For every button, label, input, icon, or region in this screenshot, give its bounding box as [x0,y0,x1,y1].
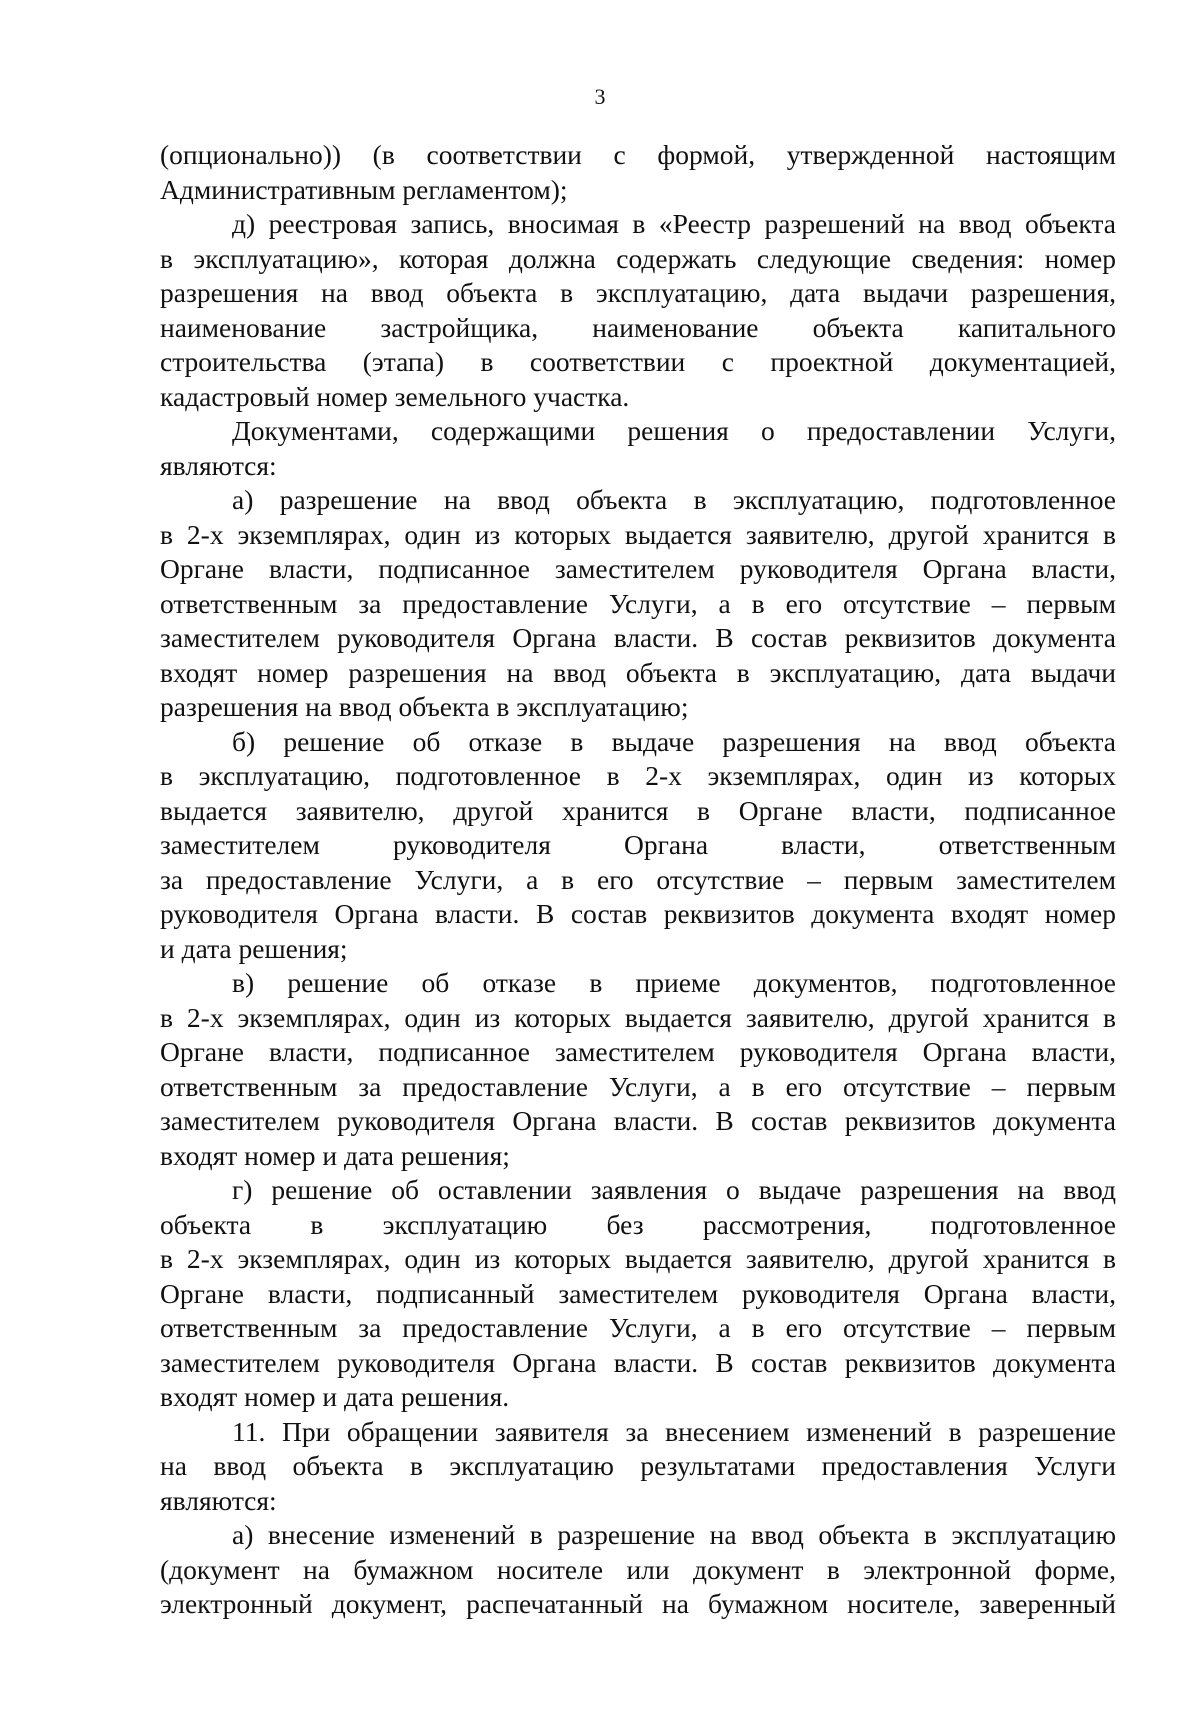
text-line: кадастровый номер земельного участка. [160,380,630,412]
text-line: разрешения на ввод объекта в эксплуатацию, дата выдачи разрешения, [160,277,1116,308]
text-line: в) решение об отказе в приеме документов, подготовленное [232,967,1116,998]
document-body [160,138,1116,1622]
text-line: ответственным за предоставление Услуги, а в его отсутствие – первым [160,587,1116,619]
text-line: в 2-х экземплярах, один из которых выдается заявителю, другой хранится в [160,518,1116,550]
text-line: входят номер разрешения на ввод объекта в эксплуатацию, дата выдачи [160,656,1116,688]
text-line: наименование застройщика, наименование объекта капитального [160,311,1116,343]
text-line: и дата решения; [160,932,348,964]
text-line: на ввод объекта в эксплуатацию результатами предоставления Услуги [160,1450,1116,1481]
text-line: ответственным за предоставление Услуги, а в его отсутствие – первым [160,1312,1116,1343]
text-line: Документами, содержащими решения о предоставлении Услуги, [232,415,1116,446]
text-line: строительства (этапа) в соответствии с проектной документацией, [160,346,1116,377]
text-line: б) решение об отказе в выдаче разрешения на ввод объекта [232,725,1116,757]
text-line: Органе власти, подписанный заместителем руководителя Органа власти, [160,1277,1116,1309]
text-line: (опционально)) (в соответствии с формой, утвержденной настоящим [160,139,1116,170]
text-line: а) разрешение на ввод объекта в эксплуатацию, подготовленное [232,484,1116,515]
text-line: разрешения на ввод объекта в эксплуатацию; [160,691,689,722]
page-number: 3 [594,84,606,109]
text-line: в 2-х экземплярах, один из которых выдается заявителю, другой хранится в [160,1001,1116,1033]
text-line: Органе власти, подписанное заместителем руководителя Органа власти, [160,553,1116,584]
text-line: выдается заявителю, другой хранится в Органе власти, подписанное [160,794,1116,826]
text-line: заместителем руководителя Органа власти, ответственным [160,829,1116,860]
text-line: в эксплуатацию, подготовленное в 2-х экземплярах, один из которых [160,760,1116,791]
text-line: 11. При обращении заявителя за внесением изменений в разрешение [232,1415,1116,1447]
text-line: руководителя Органа власти. В состав реквизитов документа входят номер [160,898,1116,929]
text-line: заместителем руководителя Органа власти. В состав реквизитов документа [160,1346,1116,1378]
text-line: в 2-х экземплярах, один из которых выдается заявителю, другой хранится в [160,1243,1116,1274]
text-line: в эксплуатацию», которая должна содержать следующие сведения: номер [160,242,1116,274]
text-line: (документ на бумажном носителе или документ в электронной форме, [160,1553,1116,1585]
text-line: являются: [160,1484,277,1516]
text-line: электронный документ, распечатанный на бумажном носителе, заверенный [160,1588,1116,1619]
text-line: г) решение об оставлении заявления о выдаче разрешения на ввод [232,1174,1116,1205]
text-line: ответственным за предоставление Услуги, а в его отсутствие – первым [160,1070,1116,1102]
text-line: являются: [160,449,277,481]
text-line: д) реестровая запись, вносимая в «Реестр разрешений на ввод объекта [232,208,1116,239]
text-line: за предоставление Услуги, а в его отсутствие – первым заместителем [160,863,1116,895]
text-line: а) внесение изменений в разрешение на ввод объекта в эксплуатацию [232,1519,1116,1550]
text-line: входят номер и дата решения. [160,1381,510,1412]
text-line: объекта в эксплуатацию без рассмотрения, подготовленное [160,1208,1116,1240]
text-line: Административным регламентом); [160,173,568,205]
text-line: заместителем руководителя Органа власти. В состав реквизитов документа [160,622,1116,653]
text-line: входят номер и дата решения; [160,1139,510,1171]
text-line: заместителем руководителя Органа власти. В состав реквизитов документа [160,1105,1116,1136]
text-line: Органе власти, подписанное заместителем руководителя Органа власти, [160,1036,1116,1067]
